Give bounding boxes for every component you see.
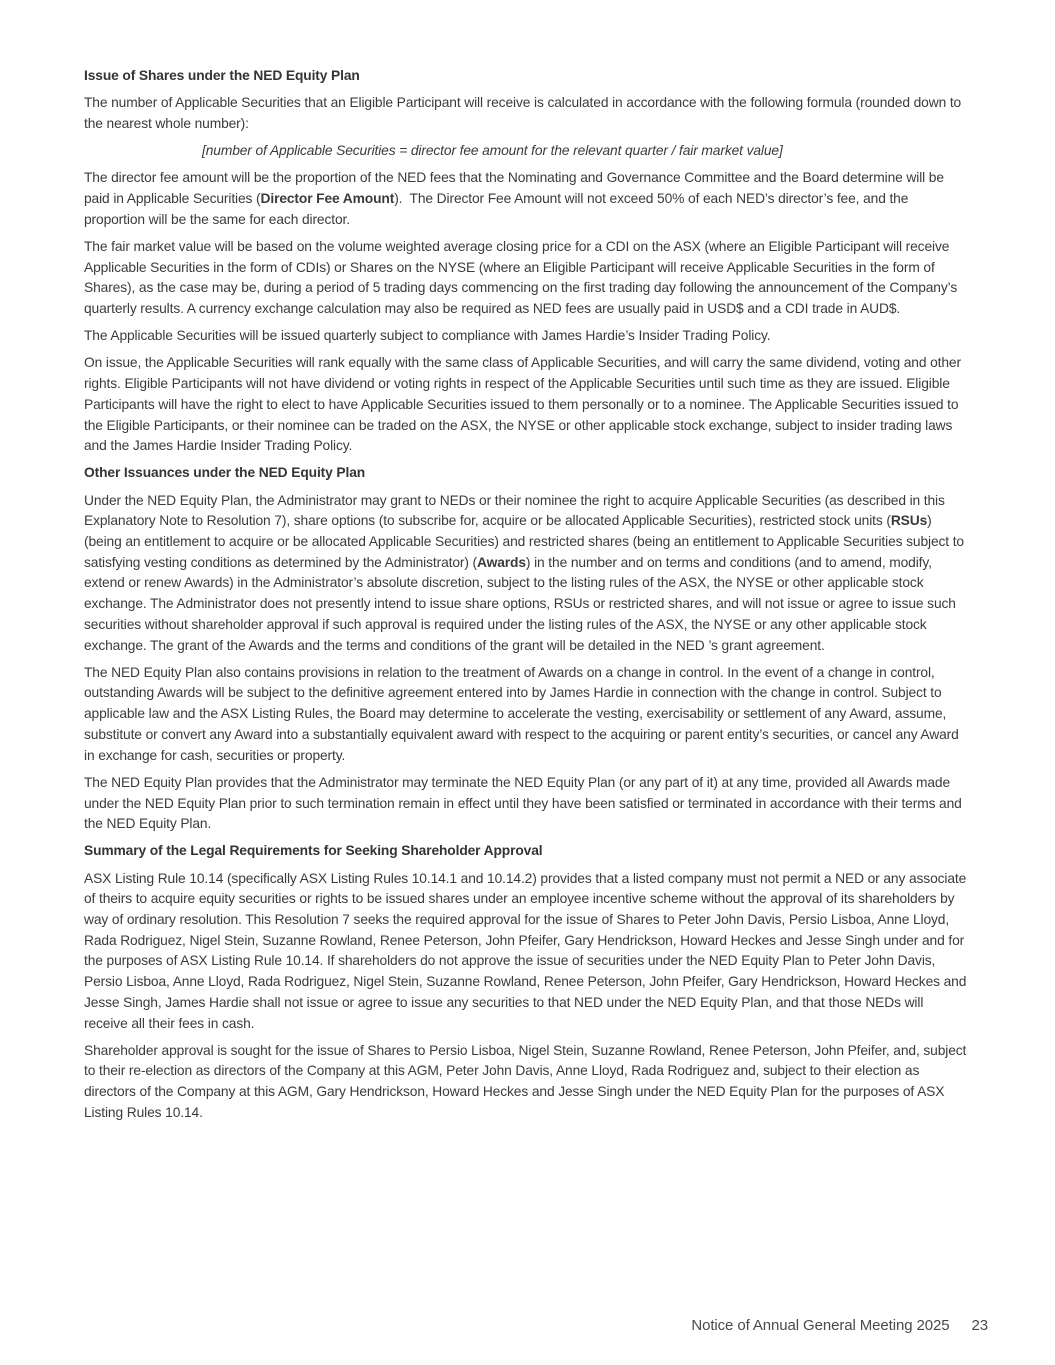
text-run: The number of Applicable Securities that an Eligible Participant will receive is calculated in accordance with the following formula (rounded down to the nearest whole number): bbox=[84, 95, 965, 131]
text-run: Summary of the Legal Requirements for Seeking Shareholder Approval bbox=[84, 843, 543, 859]
page-number: 23 bbox=[971, 1317, 988, 1334]
document-body bbox=[84, 66, 970, 1130]
section-heading bbox=[84, 66, 970, 87]
bold-text-run: Awards bbox=[477, 554, 526, 570]
paragraph bbox=[84, 869, 970, 1035]
page-footer bbox=[691, 1317, 988, 1335]
section-heading bbox=[84, 463, 970, 484]
paragraph bbox=[84, 237, 970, 320]
paragraph bbox=[84, 773, 970, 835]
text-run: The NED Equity Plan also contains provisions in relation to the treatment of Awards on a change in control. In the event of a change in control, outstanding Awards will be subject to the definitive agreement entered into by James Hardie in connection with the change in control. Subject to applicable law and the ASX Listing Rules, the Board may determine to accelerate the vesting, exercisability or settlement of any Award, assume, substitute or convert any Award into a substantially equivalent award with respect to the acquiring or parent entity’s securities, or cancel any Award in exchange for cash, securities or property. bbox=[84, 664, 963, 763]
text-run: ASX Listing Rule 10.14 (specifically ASX Listing Rules 10.14.1 and 10.14.2) provides that a listed company must not permit a NED or any associate of theirs to acquire equity securities or rights to be issued shares under an employee incentive scheme without the approval of its shareholders by way of ordinary resolution. This Resolution 7 seeks the required approval for the issue of Shares to Peter John Davis, Persio Lisboa, Anne Lloyd, Rada Rodriguez, Nigel Stein, Suzanne Rowland, Renee Peterson, John Pfeifer, Gary Hendrickson, Howard Heckes and Jesse Singh under and for the purposes of ASX Listing Rule 10.14. If shareholders do not approve the issue of securities under the NED Equity Plan to Peter John Davis, Persio Lisboa, Anne Lloyd, Rada Rodriguez, Nigel Stein, Suzanne Rowland, Renee Peterson, John Pfeifer, Gary Hendrickson, Howard Heckes and Jesse Singh, James Hardie shall not issue or agree to issue any securities to that NED under the NED Equity Plan, and that those NEDs will receive all their fees in cash. bbox=[84, 870, 970, 1031]
paragraph bbox=[84, 491, 970, 657]
text-run: ) (being an entitlement to acquire or be allocated Applicable Securities) and restricted shares (being an entitlement to Applicable Securities subject to satisfying vesting conditions as determined by the Administrator) ( bbox=[84, 513, 968, 570]
text-run: ). The Director Fee Amount will not exceed 50% of each NED’s director’s fee, and the proportion will be the same for each director. bbox=[84, 191, 913, 227]
paragraph bbox=[84, 93, 970, 134]
paragraph bbox=[84, 663, 970, 767]
text-run: Under the NED Equity Plan, the Administrator may grant to NEDs or their nominee the right to acquire Applicable Securities (as described in this Explanatory Note to Resolution 7), share options (to subscribe for, acquire or be allocated Applicable Securities), restricted stock units ( bbox=[84, 492, 949, 529]
bold-text-run: Director Fee Amount bbox=[260, 191, 395, 207]
bold-text-run: RSUs bbox=[890, 513, 928, 529]
text-run: Issue of Shares under the NED Equity Plan bbox=[84, 68, 360, 83]
formula-line bbox=[84, 141, 970, 162]
text-run: The NED Equity Plan provides that the Administrator may terminate the NED Equity Plan (or any part of it) at any time, provided all Awards made under the NED Equity Plan prior to such termination remain in effect until they have been satisfied or terminated in accordance with their terms and the NED Equity Plan. bbox=[84, 774, 966, 832]
footer-title: Notice of Annual General Meeting 2025 bbox=[691, 1317, 950, 1334]
text-run: [number of Applicable Securities = director fee amount for the relevant quarter / fair market value] bbox=[202, 143, 783, 159]
paragraph bbox=[84, 168, 970, 230]
paragraph bbox=[84, 1041, 970, 1124]
section-heading bbox=[84, 841, 970, 862]
paragraph bbox=[84, 326, 970, 347]
paragraph bbox=[84, 353, 970, 457]
text-run: Other Issuances under the NED Equity Plan bbox=[84, 465, 366, 481]
text-run: The Applicable Securities will be issued quarterly subject to compliance with James Hardie’s Insider Trading Policy. bbox=[84, 328, 771, 344]
text-run: The director fee amount will be the proportion of the NED fees that the Nominating and Governance Committee and the Board determine will be paid in Applicable Securities ( bbox=[84, 170, 948, 207]
text-run: The fair market value will be based on the volume weighted average closing price for a CDI on the ASX (where an Eligible Participant will receive Applicable Securities in the form of CDIs) or Shares on the NYSE (where an Eligible Participant will receive Applicable Securities in the form of Shares), as the case may be, during a period of 5 trading days commencing on the first trading day following the announcement of the Company’s quarterly results. A currency exchange calculation may also be required as NED fees are usually paid in USD$ and a CDI trade in AUD$. bbox=[84, 238, 961, 317]
text-run: Shareholder approval is sought for the issue of Shares to Persio Lisboa, Nigel Stein, Suzanne Rowland, Renee Peterson, John Pfeifer, and, subject to their re-election as directors of the Company at this AGM, Peter John Davis, Anne Lloyd, Rada Rodriguez and, subject to their election as directors of the Company at this AGM, Gary Hendrickson, Howard Heckes and Jesse Singh under the NED Equity Plan for the purposes of ASX Listing Rules 10.14. bbox=[84, 1042, 970, 1120]
text-run: ) in the number and on terms and conditions (and to amend, modify, extend or renew Awards) in the Administrator’s absolute discretion, subject to the listing rules of the ASX, the NYSE or other applicable stock exchange. The Administrator does not presently intend to issue share options, RSUs or restricted shares, and will not issue or agree to issue such securities without shareholder approval if such approval is required under the listing rules of the ASX, the NYSE or any other applicable stock exchange. The grant of the Awards and the terms and conditions of the grant will be detailed in the NED ’s grant agreement. bbox=[84, 554, 960, 653]
text-run: On issue, the Applicable Securities will rank equally with the same class of Applicable Securities, and will carry the same dividend, voting and other rights. Eligible Participants will not have dividend or voting rights in respect of the Applicable Securities until such time as they are issued. Eligible Participants will have the right to elect to have Applicable Securities issued to them personally or to a nominee. The Applicable Securities issued to the Eligible Participants, or their nominee can be traded on the ASX, the NYSE or other applicable stock exchange, subject to insider trading laws and the James Hardie Insider Trading Policy. bbox=[84, 355, 965, 454]
